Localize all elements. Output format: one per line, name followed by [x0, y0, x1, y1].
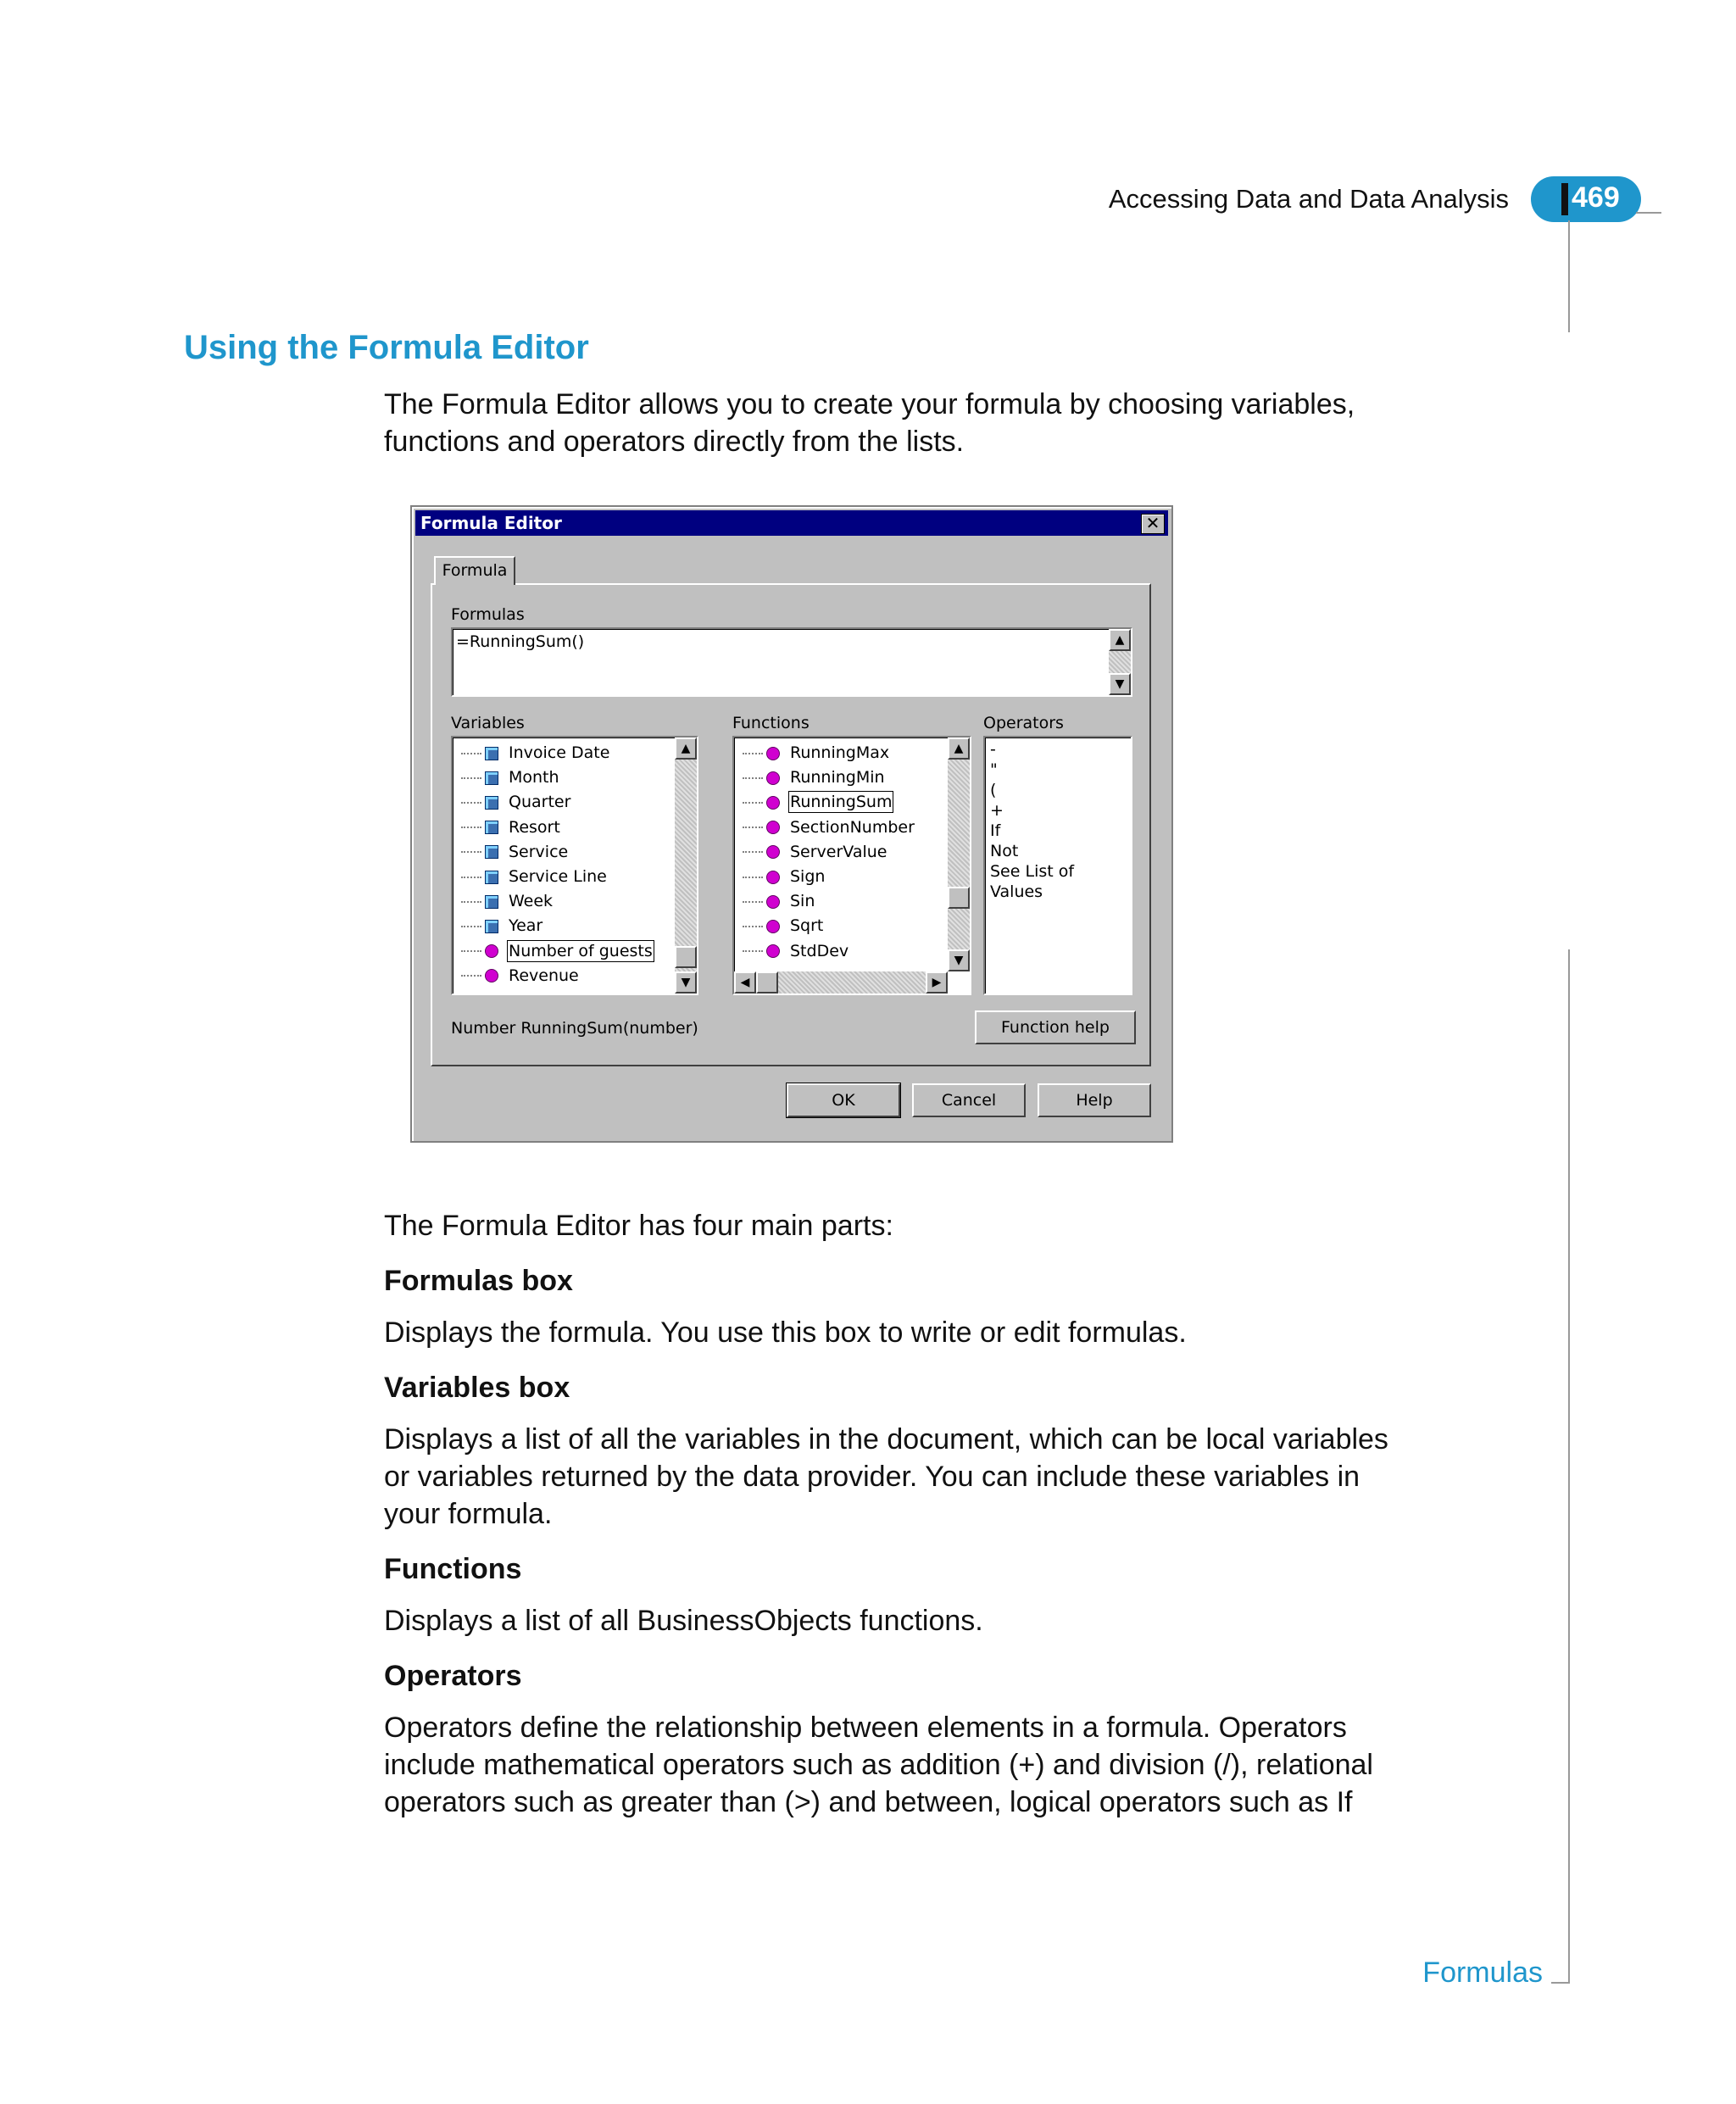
tree-connector: [461, 950, 481, 952]
function-label: RunningMax: [790, 743, 890, 762]
variable-label: Number of guests: [509, 941, 653, 960]
variable-label: Week: [509, 892, 554, 911]
dimension-icon: [485, 895, 498, 909]
functions-list[interactable]: [732, 736, 971, 995]
dialog-title: Formula Editor: [420, 513, 562, 533]
operator-item[interactable]: -: [990, 740, 996, 759]
function-icon: [766, 895, 780, 909]
formulas-label: Formulas: [451, 605, 525, 624]
tree-connector: [461, 802, 481, 804]
page-tab-bar: [1561, 183, 1568, 215]
tab-formula[interactable]: Formula: [434, 556, 515, 585]
variables-box-line-1: Displays a list of all the variables in the document, which can be local variables: [384, 1423, 1388, 1456]
function-label: StdDev: [790, 941, 849, 960]
scroll-thumb[interactable]: [756, 971, 778, 994]
function-label: Sqrt: [790, 916, 824, 936]
scroll-thumb[interactable]: [675, 946, 697, 968]
operators-list[interactable]: [983, 736, 1132, 995]
variable-list-item[interactable]: [461, 741, 609, 765]
operator-item[interactable]: If: [990, 821, 1001, 840]
variable-list-item[interactable]: [461, 865, 607, 889]
margin-rule-bottom: [1568, 949, 1570, 1984]
margin-rule-top: [1568, 220, 1570, 332]
variable-list-item[interactable]: [461, 964, 579, 988]
variable-list-item[interactable]: [461, 914, 542, 938]
variable-label: Resort: [509, 817, 560, 837]
variable-label: Service: [509, 842, 569, 861]
page-number-tab: [1531, 176, 1641, 222]
scroll-left-icon[interactable]: ◀: [734, 971, 756, 994]
function-list-item[interactable]: [743, 939, 849, 964]
tree-connector: [743, 827, 763, 828]
operator-item[interactable]: ": [990, 760, 998, 779]
variable-label: Invoice Date: [509, 743, 610, 762]
tree-connector: [461, 877, 481, 878]
tree-connector: [461, 901, 481, 903]
tree-connector: [461, 753, 481, 754]
scroll-down-icon[interactable]: ▼: [675, 971, 697, 994]
variable-list-item[interactable]: [461, 790, 570, 815]
variables-scrollbar[interactable]: [675, 738, 697, 994]
variables-list[interactable]: [451, 736, 698, 995]
variable-label: Service Line: [509, 867, 607, 886]
measure-icon: [485, 944, 498, 958]
tree-connector: [743, 926, 763, 927]
function-icon: [766, 944, 780, 958]
tree-connector: [743, 901, 763, 903]
variables-box-line-3: your formula.: [384, 1498, 553, 1530]
operators-label: Operators: [983, 714, 1064, 732]
function-list-item[interactable]: [743, 741, 889, 765]
variable-list-item[interactable]: [461, 889, 553, 914]
syntax-text: Number RunningSum(number): [451, 1019, 698, 1038]
formulas-box-heading: Formulas box: [384, 1265, 573, 1297]
scroll-up-icon[interactable]: ▲: [1109, 629, 1131, 651]
page-number: 469: [1572, 181, 1620, 214]
function-icon: [766, 796, 780, 810]
variable-label: Month: [509, 768, 559, 788]
function-list-item[interactable]: [743, 889, 815, 914]
tree-connector: [461, 777, 481, 779]
operators-line-3: operators such as greater than (>) and between, logical operators such as If: [384, 1786, 1353, 1818]
scroll-down-icon[interactable]: ▼: [948, 949, 970, 971]
scroll-thumb[interactable]: [948, 887, 970, 909]
function-icon: [766, 920, 780, 933]
formulas-box[interactable]: [451, 627, 1132, 697]
functions-hscrollbar[interactable]: [734, 971, 948, 994]
variable-label: Year: [509, 916, 543, 936]
function-icon: [766, 747, 780, 760]
function-icon: [766, 871, 780, 884]
measure-icon: [485, 969, 498, 982]
function-list-item[interactable]: [743, 765, 885, 790]
function-label: Sin: [790, 892, 815, 911]
help-button[interactable]: Help: [1038, 1083, 1151, 1117]
function-icon: [766, 821, 780, 834]
variable-list-item[interactable]: [461, 840, 568, 865]
variable-label: Quarter: [509, 793, 571, 812]
functions-text: Displays a list of all BusinessObjects functions.: [384, 1605, 983, 1637]
function-list-item[interactable]: [743, 815, 915, 840]
function-help-button[interactable]: Function help: [975, 1010, 1136, 1044]
tree-connector: [461, 851, 481, 853]
variable-list-item[interactable]: [461, 765, 559, 790]
functions-label: Functions: [732, 714, 810, 732]
tree-connector: [461, 975, 481, 977]
function-list-item[interactable]: [743, 790, 892, 815]
tree-connector: [743, 851, 763, 853]
tree-connector: [743, 777, 763, 779]
operator-item[interactable]: See List of Values: [990, 862, 1075, 901]
variable-label: Revenue: [509, 966, 579, 985]
intro-line-2: functions and operators directly from the lists.: [384, 426, 965, 458]
dimension-icon: [485, 920, 498, 933]
function-label: ServerValue: [790, 842, 887, 861]
dimension-icon: [485, 771, 498, 785]
formula-editor-dialog: [410, 505, 1173, 1143]
tree-connector: [743, 877, 763, 878]
function-icon: [766, 771, 780, 785]
dimension-icon: [485, 796, 498, 810]
parts-intro: The Formula Editor has four main parts:: [384, 1210, 893, 1242]
tree-connector: [743, 950, 763, 952]
function-icon: [766, 845, 780, 859]
dialog-titlebar: [415, 510, 1168, 536]
function-list-item[interactable]: [743, 914, 823, 938]
formula-tab-panel: [431, 583, 1151, 1066]
variables-label: Variables: [451, 714, 525, 732]
function-list-item[interactable]: [743, 840, 887, 865]
variables-box-heading: Variables box: [384, 1372, 570, 1404]
dimension-icon: [485, 821, 498, 834]
header-rule: [1636, 212, 1661, 214]
formulas-box-text: Displays the formula. You use this box to write or edit formulas.: [384, 1316, 1187, 1349]
tree-connector: [743, 753, 763, 754]
formula-text[interactable]: =RunningSum(): [456, 632, 585, 651]
functions-heading: Functions: [384, 1553, 522, 1585]
function-label: SectionNumber: [790, 817, 915, 837]
scroll-down-icon[interactable]: ▼: [1109, 673, 1131, 695]
operators-line-1: Operators define the relationship between elements in a formula. Operators: [384, 1712, 1347, 1744]
running-head: Accessing Data and Data Analysis: [1108, 184, 1509, 214]
dimension-icon: [485, 871, 498, 884]
function-label: RunningMin: [790, 768, 885, 788]
tree-connector: [743, 802, 763, 804]
function-label: RunningSum: [790, 793, 893, 812]
section-title: Using the Formula Editor: [184, 329, 589, 366]
operators-line-2: include mathematical operators such as addition (+) and division (/), relational: [384, 1749, 1373, 1781]
close-icon[interactable]: ✕: [1141, 514, 1165, 534]
scroll-right-icon[interactable]: ▶: [926, 971, 948, 994]
footer-rule: [1551, 1982, 1570, 1984]
operators-heading: Operators: [384, 1660, 522, 1692]
dimension-icon: [485, 845, 498, 859]
scroll-up-icon[interactable]: ▲: [948, 738, 970, 760]
intro-line-1: The Formula Editor allows you to create your formula by choosing variables,: [384, 388, 1355, 420]
cancel-button[interactable]: Cancel: [912, 1083, 1026, 1117]
tree-connector: [461, 926, 481, 927]
variable-list-item[interactable]: [461, 939, 653, 964]
variable-list-item[interactable]: [461, 815, 560, 840]
ok-button[interactable]: OK: [787, 1083, 900, 1117]
dimension-icon: [485, 747, 498, 760]
operator-item[interactable]: +: [990, 801, 1004, 820]
functions-scrollbar[interactable]: [948, 738, 970, 971]
scroll-up-icon[interactable]: ▲: [675, 738, 697, 760]
operator-item[interactable]: (: [990, 781, 997, 799]
tree-connector: [461, 827, 481, 828]
footer-chapter: Formulas: [1422, 1956, 1543, 1989]
function-list-item[interactable]: [743, 865, 825, 889]
operator-item[interactable]: Not: [990, 842, 1019, 860]
function-label: Sign: [790, 867, 826, 886]
variables-box-line-2: or variables returned by the data provider. You can include these variables in: [384, 1461, 1360, 1493]
formulas-scrollbar[interactable]: [1109, 629, 1131, 695]
